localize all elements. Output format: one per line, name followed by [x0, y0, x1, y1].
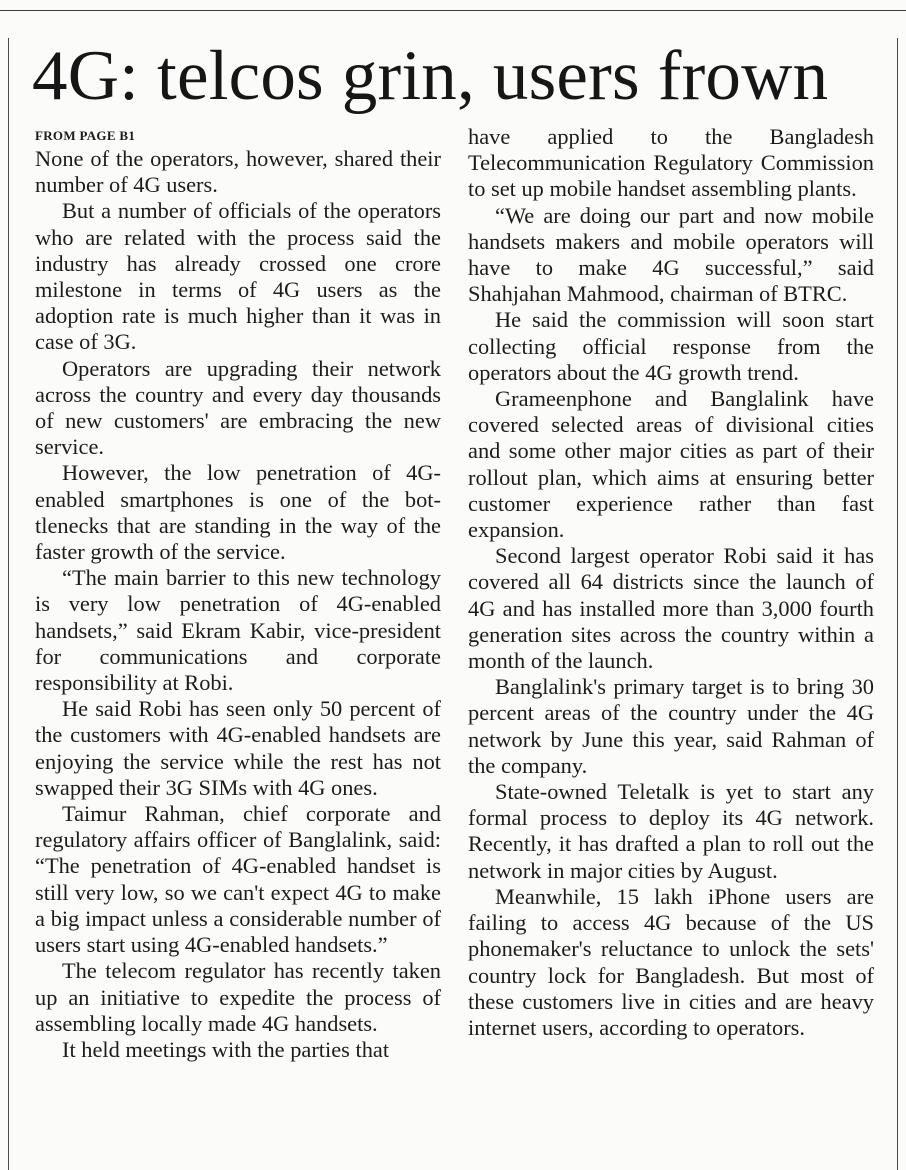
paragraph: Operators are upgrading their network across the country and every day thousands of new customers' are embracing the new service. [35, 355, 441, 460]
paragraph: Banglalink's primary target is to bring 30 percent areas of the country under the 4G network by June this year, said Rahman of the company. [468, 674, 874, 778]
paragraph: He said Robi has seen only 50 percent of the customers with 4G-enabled handsets are enjoying the service while the rest has not swapped their 3G SIMs with 4G ones. [35, 696, 441, 800]
paragraph: Meanwhile, 15 lakh iPhone users are failing to access 4G because of the US phonemaker's reluctance to unlock the sets' country lock for Bangladesh. But most of these customers live in cities and are heavy internet users, according to operators. [468, 883, 874, 1040]
right-border-rule [897, 38, 898, 1170]
paragraph: “The main barrier to this new technology is very low penetration of 4G-enabled handsets,” said Ekram Kabir, vice-president for communications and corporate responsibility at Robi. [35, 565, 441, 696]
paragraph: It held meetings with the parties that [62, 1036, 390, 1062]
paragraph: However, the low penetration of 4G-enabled smartphones is one of the bottlenecks that are standing in the way of the faster growth of the service. [35, 460, 441, 565]
paragraph: have applied to the Bangladesh Telecommunication Regulatory Commission to set up mobile handset assembling plants. [468, 124, 874, 202]
paragraph: Grameenphone and Banglalink have covered selected areas of divisional cities and some other major cities as part of their rollout plan, which aims at ensuring better customer experience rather than fast expansion. [468, 386, 874, 543]
paragraph: None of the operators, however, shared their number of 4G users. [35, 146, 441, 198]
right-column [468, 124, 874, 1041]
paragraph: Taimur Rahman, chief corporate and regulatory affairs officer of Banglalink, said: “The penetration of 4G-enabled handset is still very low, so we can't expect 4G to make a big impact unless a considerable number of users start using 4G-enabled handsets.” [35, 801, 441, 958]
top-rule [0, 10, 906, 11]
paragraph: But a number of officials of the operators who are related with the process said the industry has already crossed one crore milestone in terms of 4G users as the adoption rate is much higher than it was in case of 3G. [35, 198, 441, 355]
paragraph: He said the commission will soon start collecting official response from the operators about the 4G growth trend. [468, 307, 874, 385]
left-column [35, 124, 441, 1063]
dateline: FROM PAGE B1 [35, 128, 136, 143]
left-border-rule [8, 38, 9, 1170]
headline: 4G: telcos grin, users frown [32, 37, 829, 115]
paragraph: The telecom regulator has recently taken up an initiative to expedite the process of assembling locally made 4G handsets. [35, 958, 441, 1036]
paragraph: “We are doing our part and now mobile handsets makers and mobile operators will have to make 4G successful,” said Shahjahan Mahmood, chairman of BTRC. [468, 202, 874, 307]
paragraph: State-owned Teletalk is yet to start any formal process to deploy its 4G network. Recently, it has drafted a plan to roll out the network in major cities by August. [468, 779, 874, 883]
paragraph: Second largest operator Robi said it has covered all 64 districts since the launch of 4G and has installed more than 3,000 fourth generation sites across the country within a month of the launch. [468, 543, 874, 674]
